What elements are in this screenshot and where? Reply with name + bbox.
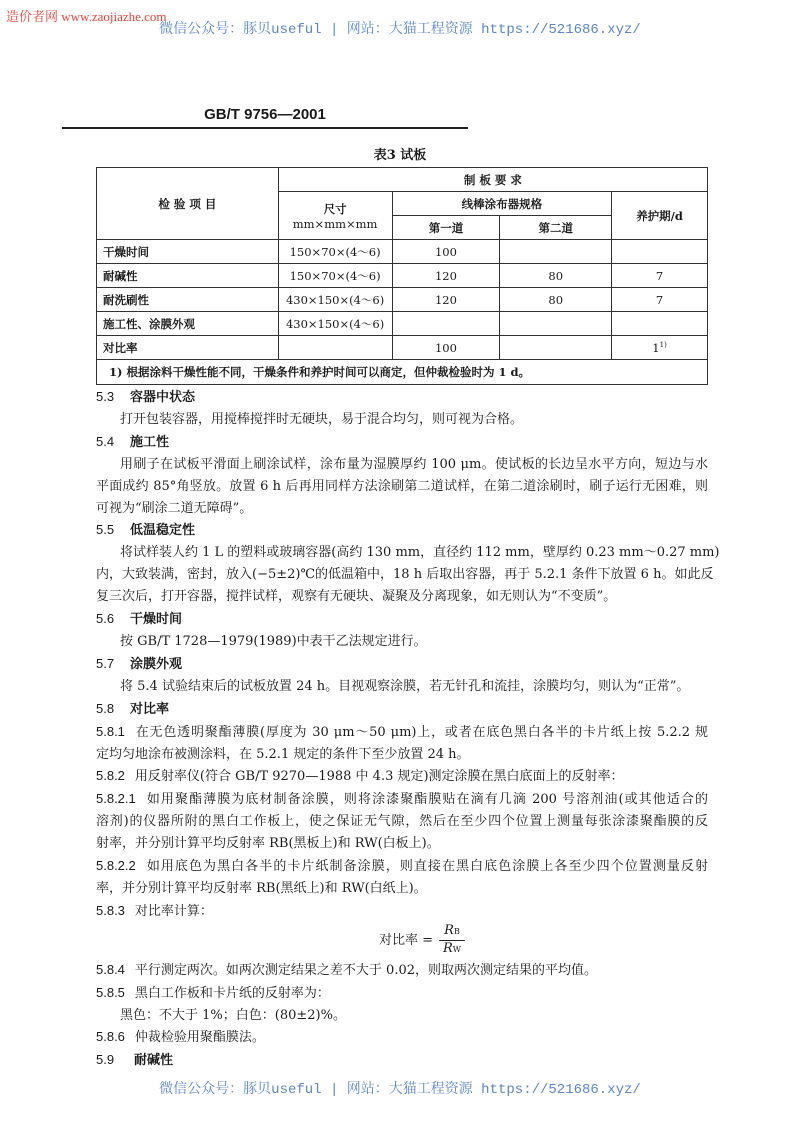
watermark-site: 造价者网 www.zaojiazhe.com — [6, 9, 167, 24]
paragraph-line: 平面成约 85°角竖放。放置 6 h 后再用同样方法涂刷第二道试样，在第二道涂刷时，刷子运行无困难，则 — [96, 478, 708, 494]
table-row — [97, 264, 708, 288]
cell-cure: 1$^{1)}$ — [612, 336, 708, 360]
paragraph-line: 5.8.2 用反射率仪(符合 GB/T 9270—1988 中 4.3 规定)测定涂膜在黑白底面上的反射率： — [96, 765, 708, 788]
section-number: 5.8.1 — [96, 723, 125, 739]
section-heading: 5.4 施工性 — [96, 433, 170, 450]
table-row — [97, 288, 708, 312]
cell-cure: 7 — [612, 264, 708, 288]
section-number: 5.8.4 — [96, 961, 125, 977]
cell-first: 120 — [392, 288, 500, 312]
paragraph-line: 溶剂)的仪器所附的黑白工作板上，使之保证无气隙，然后在至少四个位置上测量每张涂漆聚酯膜的反 — [96, 814, 708, 830]
header-group: 制 板 要 求 — [278, 168, 707, 192]
header-first: 第一道 — [392, 216, 500, 240]
paragraph-line: 内，大致装满，密封，放入(−5±2)℃的低温箱中，18 h 后取出容器，再于 5.2.1 条件下放置 6 h。如此反 — [96, 567, 714, 583]
table-row — [97, 312, 708, 336]
cell-second: 80 — [500, 288, 612, 312]
paragraph-line: 定均匀地涂布被测涂料，在 5.2.1 规定的条件下至少放置 24 h。 — [96, 746, 470, 762]
cell-first: 100 — [392, 240, 500, 264]
contrast-ratio-formula: 对比率 = $\frac{RB}{RW}$ — [96, 923, 708, 959]
cell-size: 150×70×(4～6) — [278, 240, 392, 264]
cell-first: 100 — [392, 336, 500, 360]
paragraph-line: 将 5.4 试验结束后的试板放置 24 h。目视观察涂膜，若无针孔和流挂，涂膜均匀，则认为“正常”。 — [120, 678, 690, 694]
header-size: 尺寸 mm×mm×mm — [278, 192, 392, 240]
cell-size: 150×70×(4～6) — [278, 264, 392, 288]
section-heading: 5.7 涂膜外观 — [96, 655, 183, 672]
paragraph-line: 射率，并分别计算平均反射率 RB(黑板上)和 RW(白板上)。 — [96, 836, 440, 852]
paragraph-line: 黑色：不大于 1%；白色：(80±2)%。 — [120, 1007, 346, 1023]
section-number: 5.9 — [96, 1052, 115, 1068]
header-cure: 养护期/d — [612, 192, 708, 240]
cell-size: 430×150×(4～6) — [278, 288, 392, 312]
section-heading: 5.6 干燥时间 — [96, 611, 183, 628]
table-row — [97, 336, 708, 360]
paragraph-line: 打开包装容器，用搅棒搅拌时无硬块，易于混合均匀，则可视为合格。 — [120, 411, 524, 427]
paragraph-line: 复三次后，打开容器，搅拌试样，观察有无硬块、凝聚及分离现象，如无则认为“不变质”。 — [96, 589, 617, 605]
section-number: 5.8.2.2 — [96, 858, 136, 874]
header-item: 检 验 项 目 — [97, 168, 279, 240]
cell-item: 耐碱性 — [97, 264, 279, 288]
section-heading: 5.5 低温稳定性 — [96, 522, 196, 539]
paragraph-line: 5.8.6 仲裁检验用聚酯膜法。 — [96, 1026, 708, 1049]
paragraph-line: 5.9 耐碱性 — [96, 1049, 708, 1072]
section-number: 5.8.2 — [96, 768, 125, 784]
paragraph-line: 5.8.4 平行测定两次。如两次测定结果之差不大于 0.02，则取两次测定结果的平均值。 — [96, 959, 708, 982]
paragraph-line: 5.8.3 对比率计算： — [96, 900, 708, 923]
cell-first: 120 — [392, 264, 500, 288]
section-number: 5.8.3 — [96, 902, 125, 918]
table-footnote: 1) 根据涂料干燥性能不同，干燥条件和养护时间可以商定，但仲裁检验时为 1 d。 — [97, 360, 708, 385]
section-number: 5.8.2.1 — [96, 791, 136, 807]
section-number: 5.8.5 — [96, 984, 125, 1000]
paragraph-line: 5.8.5 黑白工作板和卡片纸的反射率为： — [96, 982, 708, 1005]
watermark-banner-bottom: 微信公众号：豚贝useful | 网站：大猫工程资源 https://521686.xyz/ — [159, 1082, 641, 1098]
watermark-banner-top: 微信公众号：豚贝useful | 网站：大猫工程资源 https://521686.xyz/ — [159, 22, 641, 38]
cell-second — [500, 240, 612, 264]
cell-item: 耐洗刷性 — [97, 288, 279, 312]
cell-size: 430×150×(4～6) — [278, 312, 392, 336]
paragraph-line: 率，并分别计算平均反射率 RB(黑纸上)和 RW(白纸上)。 — [96, 880, 427, 896]
cell-first — [392, 312, 500, 336]
paragraph-line: 按 GB/T 1728—1979(1989)中表干乙法规定进行。 — [120, 633, 427, 649]
cell-second — [500, 312, 612, 336]
cell-item: 干燥时间 — [97, 240, 279, 264]
section-heading: 5.3 容器中状态 — [96, 389, 196, 405]
paragraph-line: 用刷子在试板平滑面上刷涂试样，涂布量为湿膜厚约 100 μm。使试板的长边呈水平方向，短边与水 — [120, 456, 708, 472]
cell-cure — [612, 240, 708, 264]
cell-cure: 7 — [612, 288, 708, 312]
section-heading: 5.8 对比率 — [96, 700, 170, 717]
cell-item: 施工性、涂膜外观 — [97, 312, 279, 336]
table-caption: 表3 试板 — [373, 148, 427, 163]
section-number: 5.8.6 — [96, 1029, 125, 1045]
paragraph-line: 5.8.1 在无色透明聚酯薄膜(厚度为 30 μm～50 μm)上，或者在底色黑白各半的卡片纸上按 5.2.2 规 — [96, 721, 708, 744]
paragraph-line: 5.8.2.2 如用底色为黑白各半的卡片纸制备涂膜，则直接在黑白底色涂膜上各至少四个位置测量反射 — [96, 855, 708, 878]
cell-second — [500, 336, 612, 360]
paragraph-line: 可视为“刷涂二道无障碍”。 — [96, 500, 253, 516]
cell-item: 对比率 — [97, 336, 279, 360]
cell-second: 80 — [500, 264, 612, 288]
paragraph-line: 将试样装人约 1 L 的塑料或玻璃容器(高约 130 mm，直径约 112 mm，壁厚约 0.23 mm～0.27 mm) — [120, 545, 720, 561]
table-row — [97, 240, 708, 264]
document-body — [96, 386, 720, 1072]
document-number: GB/T 9756—2001 — [204, 106, 326, 123]
header-applicator: 线棒涂布器规格 — [392, 192, 612, 216]
cell-cure — [612, 312, 708, 336]
paragraph-line: 5.8.2.1 如用聚酯薄膜为底材制备涂膜，则将涂漆聚酯膜贴在滴有几滴 200 号溶剂油(或其他适合的 — [96, 788, 708, 811]
specimen-table — [96, 167, 708, 385]
cell-size — [278, 336, 392, 360]
header-second: 第二道 — [500, 216, 612, 240]
header-rule — [62, 127, 468, 129]
